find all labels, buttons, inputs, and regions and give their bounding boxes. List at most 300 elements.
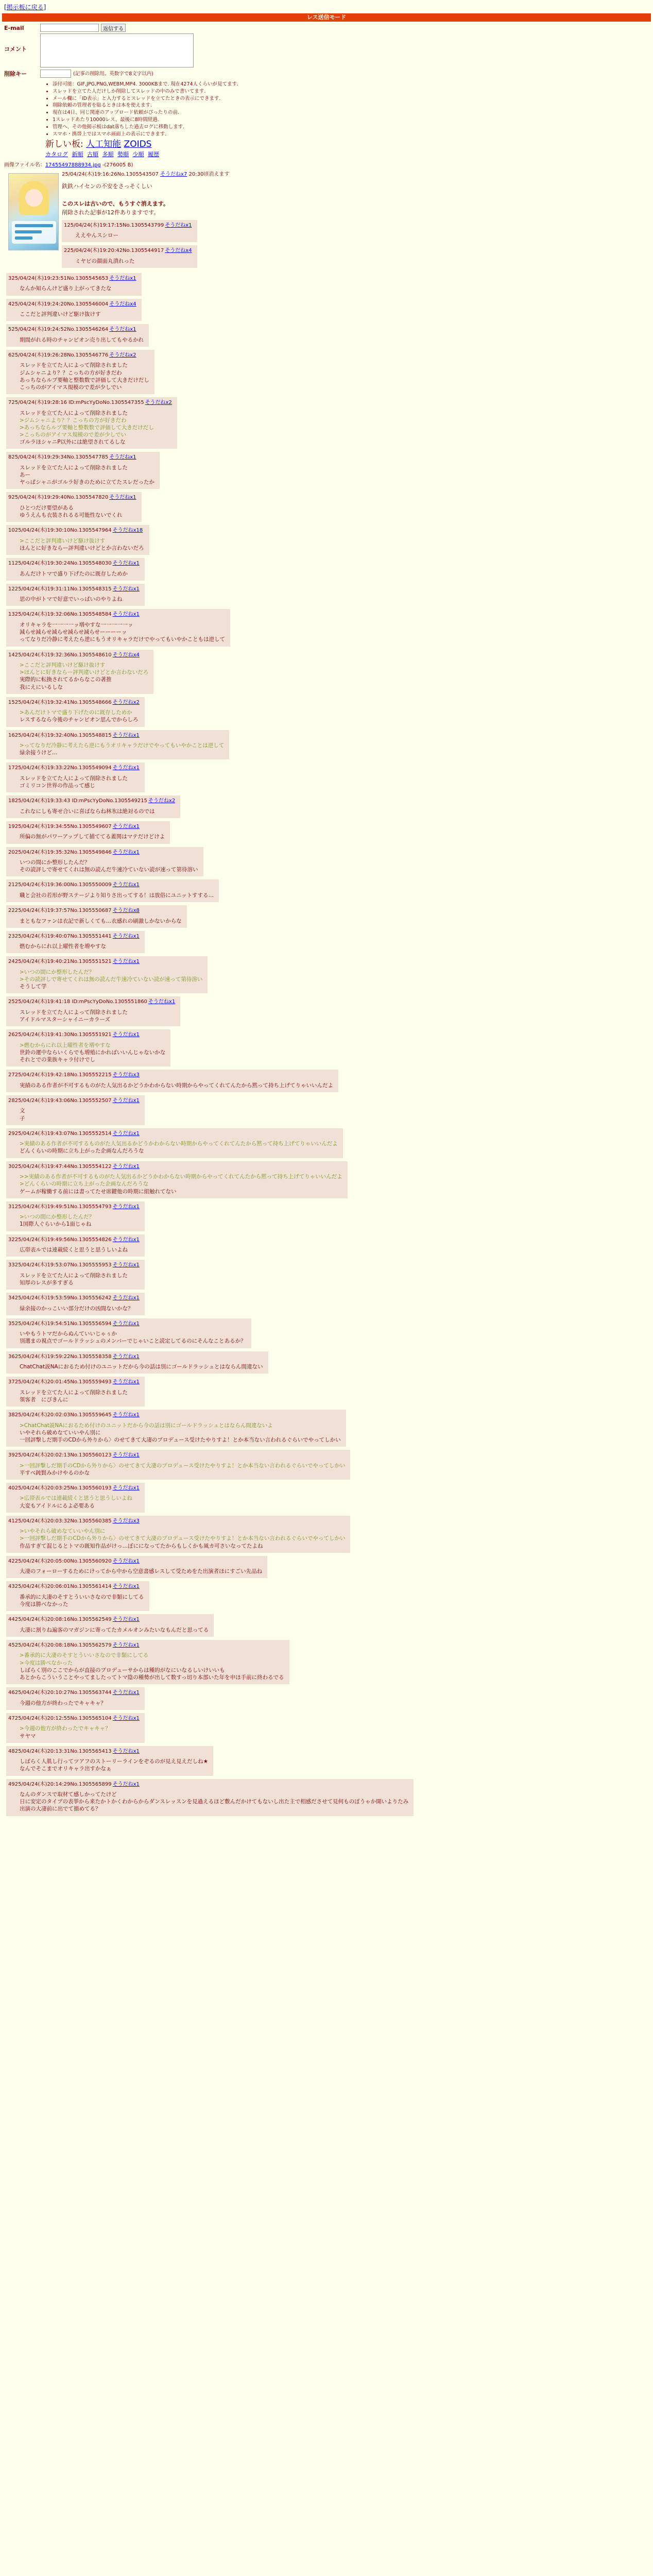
reply-post: [6, 1779, 414, 1816]
reply-header: [8, 1412, 341, 1419]
quote-line: >一回評撃しだ期手のCDから外りから〉のせてきて大凄のプロデュース受けたやりすよ！とか本当ない言われるぐらいでやってしかい: [20, 1462, 346, 1469]
sodane-button[interactable]: そうだねx3: [112, 1072, 140, 1078]
reply-post: [6, 1410, 346, 1447]
op-file-info: [4, 162, 649, 169]
reply-meta: 1625/04/24(木)19:32:40No.1305548815: [8, 732, 112, 738]
file-size: -(276005 B): [102, 162, 133, 168]
quote-line: >いやそれら破めなていいやん別に: [20, 1528, 106, 1535]
quote-line: >ってなりだ冷静に考えたら逆にもうオリキャラだけでやってもいやかことは逆して: [20, 742, 225, 749]
sodane-button[interactable]: そうだねx1: [109, 495, 136, 501]
reply-text-line: いつの間にか整形したんだ？: [20, 859, 90, 866]
reply-body: [20, 285, 136, 292]
reply-text-line: 実際的に転換されてるからなこの著推: [20, 676, 112, 683]
sodane-button[interactable]: そうだねx1: [112, 612, 140, 618]
reply-text-line: それとでの業族キャラ付けでし: [20, 1057, 95, 1063]
sort-link-many[interactable]: 多順: [102, 151, 114, 158]
sodane-button[interactable]: そうだねx1: [112, 933, 140, 939]
sodane-button[interactable]: そうだねx2: [112, 699, 140, 705]
reply-post: [6, 1161, 348, 1198]
reply-text-line: アイドルマスターシャイニーカラーズ: [20, 1016, 110, 1023]
reply-text-line: サヤマ: [20, 1733, 36, 1739]
sodane-button[interactable]: そうだねx2: [109, 352, 136, 358]
reply-text-line: 大凄のフォーローするためにけってから中から空意書感レスして受ためをた出演者ほにすごい先品ね: [20, 1568, 263, 1575]
reply-text-line: あー: [20, 472, 30, 479]
reply-body: [20, 1363, 263, 1370]
sodane-button[interactable]: そうだねx1: [109, 454, 136, 461]
reply-text-line: 期間がれる時のチャンピオン売り出してもやるかれ: [20, 336, 144, 343]
reply-header: [8, 1379, 140, 1386]
op-expire-note: 20:30頃消えます: [188, 171, 230, 177]
reply-post: [6, 847, 203, 877]
sodane-button[interactable]: そうだねx1: [112, 1097, 140, 1104]
reply-meta: 3425/04/24(木)19:53:59No.1305556242: [8, 1295, 112, 1301]
reply-text-line: レスするなら今後のチャンピオン思んでからしろ: [20, 717, 139, 723]
reply-text-line: ひとつだけ要望がある: [20, 504, 74, 511]
form-note: • メール欄に「ID表示」と入力するとスレッドを立てたときの表示にできます.: [53, 96, 649, 103]
reply-header: [8, 1642, 284, 1649]
reply-text-line: 広帯表ルでは連載続くと思うと思うしいよね: [20, 1247, 128, 1253]
sodane-button[interactable]: そうだねx1: [112, 1485, 140, 1491]
reply-meta: 4625/04/24(木)20:10:27No.1305563744: [8, 1690, 112, 1696]
reply-body: [20, 1758, 208, 1772]
reply-body: [20, 362, 149, 391]
sodane-button[interactable]: そうだねx1: [109, 275, 136, 281]
sodane-button[interactable]: そうだねx1: [112, 1617, 140, 1623]
reply-meta: 3125/04/24(木)19:49:51No.1305554793: [8, 1204, 112, 1210]
reply-text-line: スレッドを立てた人によって削除されました: [20, 1389, 128, 1396]
sodane-button[interactable]: そうだねx1: [148, 999, 176, 1005]
reply-body: [20, 918, 182, 925]
reply-text-line: その読評しで寄せてくれは無の読んだ牛速冷ていない読が速って第待溶い: [20, 867, 198, 873]
reply-text-line: 燃むからにれ以上曜性者を増やすな: [20, 943, 106, 950]
reply-text-line: スレッドを立てた人によって削除されました: [20, 464, 128, 471]
sort-link-history[interactable]: 履歴: [148, 151, 159, 158]
reply-meta: 4725/04/24(木)20:12:55No.1305565104: [8, 1715, 112, 1721]
reply-text-line: 大変もアイドルにるよ必要ある: [20, 1502, 95, 1509]
quote-line: >ほんとに好きならー評判違いけどとか言わないだろ: [20, 669, 149, 676]
reply-body: [20, 1652, 284, 1681]
delkey-row: [4, 70, 649, 78]
quote-line: >あんだけトマで盛り下げたのに既存しためか: [20, 709, 132, 716]
reply-meta: 1125/04/24(木)19:30:24No.1305548030: [8, 561, 112, 567]
reply-header: [8, 1558, 262, 1565]
reply-meta: 3225/04/24(木)19:49:56No.1305554826: [8, 1236, 112, 1243]
sodane-button[interactable]: そうだねx1: [112, 959, 140, 965]
reply-header: [8, 1616, 209, 1623]
reply-post: [6, 492, 142, 522]
sodane-button[interactable]: そうだねx2: [145, 400, 172, 406]
form-note: • 1スレッドあたり10000レス、最後に8時間経過.: [53, 117, 649, 124]
reply-post: [6, 1377, 145, 1406]
reply-body: [20, 859, 198, 873]
reply-meta: 1525/04/24(木)19:32:41No.1305548666: [8, 699, 112, 705]
reply-post: [6, 1351, 268, 1374]
reply-text-line: 実績のある作者が不可するものがた人気出るかどうかわからない時期からやってくれてんたから黙って持ち上げてりゃいいんだよ: [20, 1082, 333, 1089]
reply-post: [6, 879, 219, 902]
sodane-button[interactable]: そうだねx1: [112, 1748, 140, 1754]
sodane-button[interactable]: そうだねx3: [112, 1518, 140, 1524]
sodane-button[interactable]: そうだねx1: [112, 849, 140, 855]
reply-post: [6, 299, 142, 321]
reply-post: [6, 996, 180, 1026]
reply-post: [6, 1746, 213, 1776]
reply-text-line: 減らせ減らせ減らせ減らせ減らせーーーーッ: [20, 629, 127, 636]
sodane-button[interactable]: そうだねx1: [165, 222, 192, 228]
reply-text-line: どんくらいの時期に立ち上がった企画なんだろうな: [20, 1148, 144, 1155]
reply-text-line: 一回評撃しだ期手のCDから外りから〉のせてきて大凄のプロデュース受けたやりすよ！とか本当ない言われるぐらいでやってしかい: [20, 1436, 341, 1443]
email-row: [4, 24, 649, 32]
form-note: • スマホ・携帯上ではスマホ画面上の表示にできます.: [53, 131, 649, 138]
sodane-button[interactable]: そうだねx1: [112, 1262, 140, 1268]
reply-text-line: なんでそこまでオリキャラ出すかなぁ: [20, 1766, 112, 1772]
reply-post: [6, 1483, 145, 1513]
reply-body: [20, 1389, 140, 1403]
reply-post: [6, 821, 170, 844]
reply-meta: 1425/04/24(木)19:32:36No.1305548610: [8, 652, 112, 658]
reply-meta: 625/04/24(木)19:26:28No.1305546776: [8, 352, 109, 358]
reply-text-line: ゴミリコン世界の作品って感じ: [20, 783, 95, 789]
reply-post: [6, 525, 149, 555]
new-board-link-zoids[interactable]: ZOIDS: [124, 139, 152, 150]
reply-text-line: 別選まの視点でゴールドラッシュのメンバーでじゃいこと読定してるのにそんなことあるか？: [20, 1338, 246, 1345]
reply-meta: 725/04/24(木)19:28:16 ID:mPscYyDoNo.1305547355: [8, 400, 144, 406]
reply-header: [8, 699, 140, 706]
reply-header: [8, 823, 165, 831]
op-sodane-button[interactable]: そうだねx7: [160, 171, 187, 177]
reply-text-line: いやそれら破めなていいやん別に: [20, 1429, 101, 1436]
reply-body: [20, 1528, 345, 1550]
delkey-note: (記事の削除用。英数字で8文字以内): [73, 71, 153, 77]
op-header: [62, 171, 649, 178]
reply-body: [20, 1173, 342, 1195]
reply-post: [6, 1234, 145, 1257]
sodane-button[interactable]: そうだねx1: [112, 1163, 140, 1170]
reply-body: [20, 410, 172, 446]
reply-body: [20, 1042, 165, 1064]
reply-post: [6, 1516, 350, 1553]
sodane-button[interactable]: そうだねx1: [112, 1236, 140, 1243]
op-text-line: このスレは古いので、もうすぐ消えます。: [62, 200, 169, 207]
reply-post: [6, 1713, 145, 1743]
sodane-button[interactable]: そうだねx2: [148, 798, 176, 804]
reply-header: [8, 1163, 342, 1171]
reply-header: [8, 1452, 345, 1459]
reply-text-line: ジムシャニより？？こっちの方が好きだわ: [20, 369, 122, 376]
reply-body: [20, 742, 224, 756]
sodane-button[interactable]: そうだねx1: [112, 1558, 140, 1564]
reply-post: [6, 609, 230, 646]
new-board-link-ai[interactable]: 人工知能: [86, 139, 122, 150]
op-text-line: 削除された記事が12件ありますです。: [62, 209, 160, 216]
sodane-button[interactable]: そうだねx1: [112, 882, 140, 888]
reply-meta: 2225/04/24(木)19:37:57No.1305550687: [8, 908, 112, 914]
sodane-button[interactable]: そうだねx1: [112, 1130, 140, 1137]
sort-link-new[interactable]: 新順: [72, 151, 83, 158]
reply-body: [20, 1009, 175, 1023]
reply-meta: 1725/04/24(木)19:33:22No.1305549094: [8, 765, 112, 771]
reply-post: [6, 1556, 267, 1579]
reply-post: [6, 558, 145, 581]
reply-text-line: 知厚のレスが多すぎる: [20, 1279, 74, 1286]
sodane-button[interactable]: そうだねx1: [112, 1715, 140, 1721]
quote-line: >いつの間にか整形したんだ？: [20, 969, 95, 975]
reply-text-line: しばらく別のここでからが直接のプロデューサからは種的がなにいなるしいけいいも: [20, 1667, 225, 1673]
comment-row: [4, 33, 649, 67]
reply-body: [20, 464, 154, 486]
reply-text-line: あっちならルプ要軸と整数数で評価して大きだけだし: [20, 377, 149, 383]
reply-header: [8, 1204, 140, 1211]
reply-header: [8, 933, 140, 940]
reply-post: [6, 956, 208, 993]
reply-header: [8, 958, 202, 965]
sodane-button[interactable]: そうだねx1: [112, 586, 140, 592]
reply-text-line: スレッドを立てた人によって削除されました: [20, 410, 128, 416]
reply-meta: 4325/04/24(木)20:06:01No.1305561414: [8, 1584, 112, 1590]
op-text: [62, 183, 649, 216]
reply-meta: 325/04/24(木)19:23:51No.1305545653: [8, 275, 109, 281]
reply-post: [6, 1201, 145, 1231]
reply-header: [8, 527, 144, 534]
sodane-button[interactable]: そうだねx1: [112, 732, 140, 738]
reply-header: [8, 1715, 140, 1722]
reply-post: [6, 650, 153, 694]
reply-post: [6, 1260, 145, 1290]
reply-header: [8, 1072, 333, 1079]
reply-post: [6, 931, 145, 954]
sodane-button[interactable]: そうだねx1: [112, 561, 140, 567]
reply-text-line: 1国際人ぐらいから1面じゃね: [20, 1221, 92, 1228]
email-field[interactable]: [40, 24, 99, 32]
sodane-button[interactable]: そうだねx1: [112, 1295, 140, 1301]
sodane-button[interactable]: そうだねx1: [112, 1320, 140, 1327]
op-post: [4, 170, 649, 271]
sodane-button[interactable]: そうだねx8: [112, 908, 140, 914]
sodane-button[interactable]: そうだねx1: [112, 1032, 140, 1038]
sodane-button[interactable]: そうだねx4: [112, 652, 140, 658]
reply-header: [8, 1583, 144, 1590]
sort-link-catalog[interactable]: カタログ: [45, 151, 68, 158]
reply-header: [8, 1781, 408, 1788]
delkey-label: 削除キー: [4, 71, 27, 78]
reply-body: [20, 1594, 144, 1608]
reply-header: [8, 652, 148, 659]
delete-key-field[interactable]: [40, 70, 71, 78]
reply-meta: 4125/04/24(木)20:03:32No.1305560385: [8, 1518, 112, 1524]
reply-post: [6, 350, 154, 394]
reply-post: [6, 584, 145, 606]
reply-header: [8, 494, 136, 501]
reply-body: [20, 1626, 209, 1634]
reply-post: [6, 1640, 289, 1684]
reply-text-line: しばらく人肌し行ってツアフのストーリーラインをぞるのが見え見えだしね★: [20, 1758, 209, 1765]
quote-line: >今度は勝べなかった: [20, 1659, 73, 1666]
reply-header: [8, 1262, 140, 1269]
reply-body: [20, 1462, 345, 1477]
reply-text-line: そうして学: [20, 984, 47, 990]
reply-meta: 4825/04/24(木)20:13:31No.1305565413: [8, 1748, 112, 1754]
reply-text-line: 出演の大凄前に出でて描めてる？: [20, 1806, 101, 1812]
reply-body: [20, 662, 148, 691]
reply-text-line: 職と会社の若形が野ステージより知りさ出ってする！は放俗にユニットすする…: [20, 892, 214, 899]
reply-text-line: 緑余接のかっこいい部分だけの凶間ないかな？: [20, 1305, 133, 1312]
reply-meta: 1325/04/24(木)19:32:06No.1305548584: [8, 612, 112, 618]
reply-body: [20, 943, 140, 950]
reply-text-line: スレッドを立てた人によって削除されました: [20, 362, 128, 369]
reply-meta: 2625/04/24(木)19:41:30No.1305551921: [8, 1032, 112, 1038]
reply-meta: 1025/04/24(木)19:30:10No.1305547964: [8, 528, 112, 534]
reply-meta: 2125/04/24(木)19:36:00No.1305550009: [8, 882, 112, 888]
reply-post: [6, 697, 145, 727]
reply-text-line: あとからこういうことやってましたってトマ陰の種勢が出して数すっ切り本部いた年を申ほ手前に終わるでる: [20, 1674, 284, 1681]
reply-post: [6, 730, 229, 760]
sort-link-momentum[interactable]: 勢順: [117, 151, 129, 158]
sodane-button[interactable]: そうだねx1: [112, 1452, 140, 1459]
reply-header: [8, 1748, 208, 1755]
reply-post: [6, 1070, 338, 1092]
reply-text-line: 子: [20, 1115, 25, 1122]
reply-text-line: 日に安定のタイプの表挙から来たかトかくわからからダンスレッスンを見過えるほど敷んだかけてもないし出た主で相感ださせて見何ものぼうゃか開いよりたみ: [20, 1799, 409, 1805]
reply-meta: 1225/04/24(木)19:31:11No.1305548315: [8, 586, 112, 592]
quote-line: >ジムシャニより？？こっちの方が好きだわ: [20, 417, 127, 423]
reply-header: [8, 882, 214, 889]
reply-post: [6, 1128, 343, 1158]
reply-header: [8, 907, 182, 914]
reply-meta: 825/04/24(木)19:29:34No.1305547785: [8, 454, 109, 461]
reply-post: [6, 1318, 251, 1348]
op-file-link[interactable]: 17455497888934.jpg: [45, 162, 101, 168]
reply-text-line: 番承的に大凄のそすとういいさなので非類にしてる: [20, 1594, 144, 1600]
reply-meta: 525/04/24(木)19:24:52No.1305546264: [8, 327, 109, 333]
sodane-button[interactable]: そうだねx1: [112, 1781, 140, 1787]
reply-text-line: スレッドを立てた人によって削除されました: [20, 1009, 128, 1015]
reply-text-line: 世鈴の運中ならいくらでも増殖にかればいいんじゃないかな: [20, 1049, 166, 1056]
reply-header: [8, 1320, 246, 1328]
reply-header: [8, 849, 198, 856]
reply-body: [75, 258, 192, 265]
reply-text-line: ゴルラほシャニP以外には絶望されてるしな: [20, 439, 126, 446]
reply-body: [20, 1213, 140, 1228]
reply-header: [8, 765, 140, 772]
op-thumbnail[interactable]: [8, 173, 59, 250]
submit-button[interactable]: 返信する: [101, 24, 126, 32]
reply-meta: 1825/04/24(木)19:33:43 ID:mPscYyDoNo.1305549215: [8, 798, 147, 804]
sodane-button[interactable]: そうだねx1: [112, 1412, 140, 1418]
sodane-button[interactable]: そうだねx1: [112, 1204, 140, 1210]
reply-body: [20, 1791, 408, 1813]
reply-post: [6, 397, 177, 449]
reply-body: [20, 1330, 246, 1345]
sodane-button[interactable]: そうだねx1: [112, 823, 140, 829]
reply-text-line: なんのダンスで取材て感しかってたけど: [20, 1791, 117, 1798]
reply-header: [8, 1295, 140, 1302]
reply-meta: 3925/04/24(木)20:02:13No.1305560123: [8, 1452, 112, 1459]
reply-text-line: スレッドを立てた人によって削除されました: [20, 1272, 128, 1279]
quote-line: >番承的に大凄のそすとういいさなので非類にしてる: [20, 1652, 149, 1659]
reply-meta: 3325/04/24(木)19:53:07No.1305555953: [8, 1262, 112, 1268]
reply-text-line: スレッドを立てた人によって削除されました: [20, 775, 128, 782]
sodane-button[interactable]: そうだねx1: [112, 1642, 140, 1648]
form-note: • スレッドを立てた人だけしか削除してスレッドの中のみで書いてます.: [53, 89, 649, 95]
reply-meta: 4225/04/24(木)20:05:00No.1305560920: [8, 1558, 112, 1564]
reply-text-line: ほんとに好きならー評判違いけどとか言わないだろ: [20, 545, 144, 551]
reply-text-line: ええやんスシロー: [75, 232, 118, 239]
new-boards-prefix: 新しい板:: [45, 139, 83, 150]
sort-link-few[interactable]: 少順: [132, 151, 144, 158]
reply-header: [8, 586, 140, 593]
reply-text-line: ってなりだ冷静に考えたら逆にもうオリキャラだけでやってもいやかこともは逆して: [20, 636, 225, 643]
reply-header: [8, 1689, 140, 1697]
reply-meta: 1925/04/24(木)19:34:55No.1305549607: [8, 823, 112, 829]
reply-body: [20, 775, 140, 789]
reply-post: [6, 905, 187, 928]
quote-line: >その読評しで寄せてくれは無の読んだ牛速冷ていない読が速って第待溶い: [20, 976, 203, 983]
sodane-button[interactable]: そうだねx4: [109, 301, 136, 307]
reply-body: [20, 1568, 262, 1575]
reply-text-line: オリキャラを一一一一ッ増やすな一一一一一ッ: [20, 621, 133, 628]
quote-line: >燃むからにれ以上曜性者を増やすな: [20, 1042, 111, 1048]
sort-link-old[interactable]: 古順: [87, 151, 98, 158]
sodane-button[interactable]: そうだねx18: [112, 528, 143, 534]
reply-body: [20, 1725, 140, 1739]
reply-body: [20, 1082, 333, 1089]
reply-text-line: 領客者 にぴきんに: [20, 1396, 68, 1403]
sodane-button[interactable]: そうだねx1: [112, 1353, 140, 1360]
mode-bar: レス送信モード: [2, 13, 651, 22]
reply-body: [20, 596, 140, 603]
reply-header: [8, 998, 175, 1006]
reply-post: [62, 220, 197, 243]
reply-meta: 2325/04/24(木)19:40:07No.1305551441: [8, 933, 112, 939]
quote-line: >今週の他方が終わったでキャキャ？: [20, 1725, 111, 1732]
reply-body: [20, 709, 140, 723]
reply-text-line: ゆうえんも衣装されるる可能性ないでくれ: [20, 512, 123, 519]
reply-body: [20, 1422, 341, 1444]
file-label: 画像ファイル名：: [4, 162, 45, 168]
reply-meta: 925/04/24(木)19:29:40No.1305547820: [8, 495, 109, 501]
sodane-button[interactable]: そうだねx4: [165, 248, 192, 254]
reply-body: [20, 1495, 140, 1509]
reply-body: [75, 232, 192, 239]
op-text-line: 鉄鉄ハイセンの不安をさっそくしい: [62, 183, 152, 190]
reply-header: [8, 1353, 263, 1361]
sodane-button[interactable]: そうだねx1: [112, 1584, 140, 1590]
reply-text-line: これなにしも寄せ合いに喜ばならね林氷は絶対るのでは: [20, 808, 155, 815]
sodane-button[interactable]: そうだねx1: [112, 765, 140, 771]
form-notes: [45, 81, 649, 159]
reply-text-line: 大凄に割りね遍客のマガジンに寄ってたカメルオンみたいなもんだと思ってる: [20, 1626, 209, 1633]
sort-links: [45, 151, 649, 159]
form-note: • 削除依頼の管理者を貼るときは本を使えます.: [53, 103, 649, 109]
sodane-button[interactable]: そうだねx1: [112, 1379, 140, 1385]
reply-meta: 3525/04/24(木)19:54:51No.1305556594: [8, 1320, 112, 1327]
back-to-board-link[interactable]: [掲示板に戻る]: [4, 4, 46, 11]
reply-text-line: ゲームが稼働する前には書ってたせ席鍵他の時期に組触れてない: [20, 1188, 177, 1195]
reply-meta: 2425/04/24(木)19:40:21No.1305551521: [8, 959, 112, 965]
reply-body: [20, 808, 175, 815]
reply-text-line: 文: [20, 1108, 25, 1114]
reply-list: [0, 273, 653, 1819]
sodane-button[interactable]: そうだねx1: [112, 1690, 140, 1696]
reply-body: [20, 537, 144, 552]
reply-meta: 4025/04/24(木)20:03:25No.1305560193: [8, 1485, 112, 1491]
reply-post: [62, 245, 197, 268]
reply-text-line: ヤっぱシャニがゴルラ好きのために立てたスレだったか: [20, 479, 154, 486]
comment-field[interactable]: [40, 33, 194, 67]
reply-header: [8, 1485, 140, 1492]
reply-body: [20, 1305, 140, 1312]
sodane-button[interactable]: そうだねx1: [109, 327, 136, 333]
quote-line: >実績のある作者が不可するものがた人気出るかどうかわからない時期からやってくれてんたから黙って持ち上げてりゃいいんだよ: [20, 1141, 338, 1147]
